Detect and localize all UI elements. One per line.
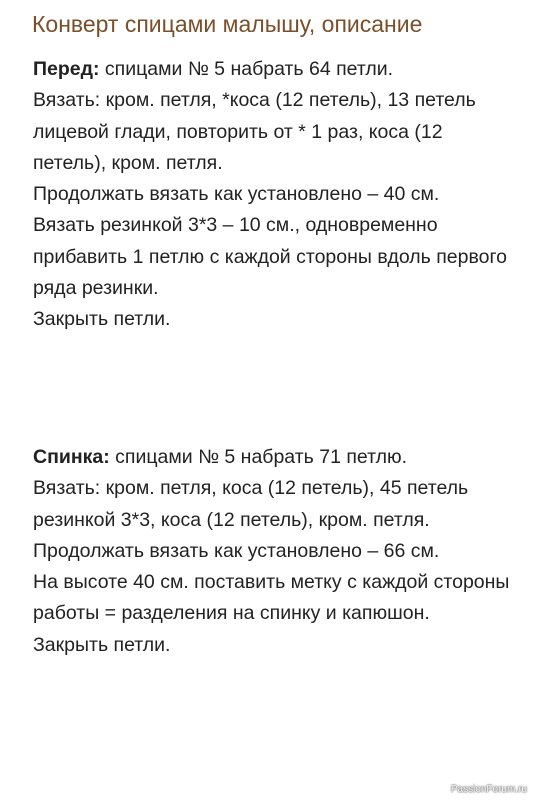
front-section: [33, 54, 513, 336]
back-intro-text: спицами № 5 набрать 71 петлю.: [109, 446, 408, 468]
front-line-2: Продолжать вязать как установлено – 40 см.: [33, 183, 440, 206]
front-line-1: Вязать: кром. петля, *коса (12 петель), 13 петель лицевой глади, повторить от * 1 раз, коса (12 петель), кром. петля.: [33, 89, 476, 174]
back-section: [33, 442, 513, 661]
back-line-3: На высоте 40 см. поставить метку с каждой стороны работы = разделения на спинку и капюшон.: [33, 571, 510, 625]
front-intro-text: спицами № 5 набрать 64 петли.: [99, 58, 394, 80]
back-line-2: Продолжать вязать как установлено – 66 см.: [33, 539, 440, 562]
back-line-1: Вязать: кром. петля, коса (12 петель), 45 петель резинкой 3*3, коса (12 петель), кром. петля.: [33, 477, 469, 531]
front-intro-paragraph: [33, 54, 513, 85]
front-line-3: Вязать резинкой 3*3 – 10 см., одновременно прибавить 1 петлю с каждой стороны вдоль первого ряда резинки.: [33, 214, 507, 300]
site-watermark: PassionForum.ru: [450, 784, 527, 795]
page-title: Конверт спицами малышу, описание: [32, 11, 423, 37]
back-intro-paragraph: [33, 442, 513, 473]
front-line-4: Закрыть петли.: [33, 308, 171, 331]
front-label: Перед:: [33, 58, 100, 80]
back-line-4: Закрыть петли.: [33, 633, 171, 656]
back-label: Спинка:: [33, 446, 110, 468]
